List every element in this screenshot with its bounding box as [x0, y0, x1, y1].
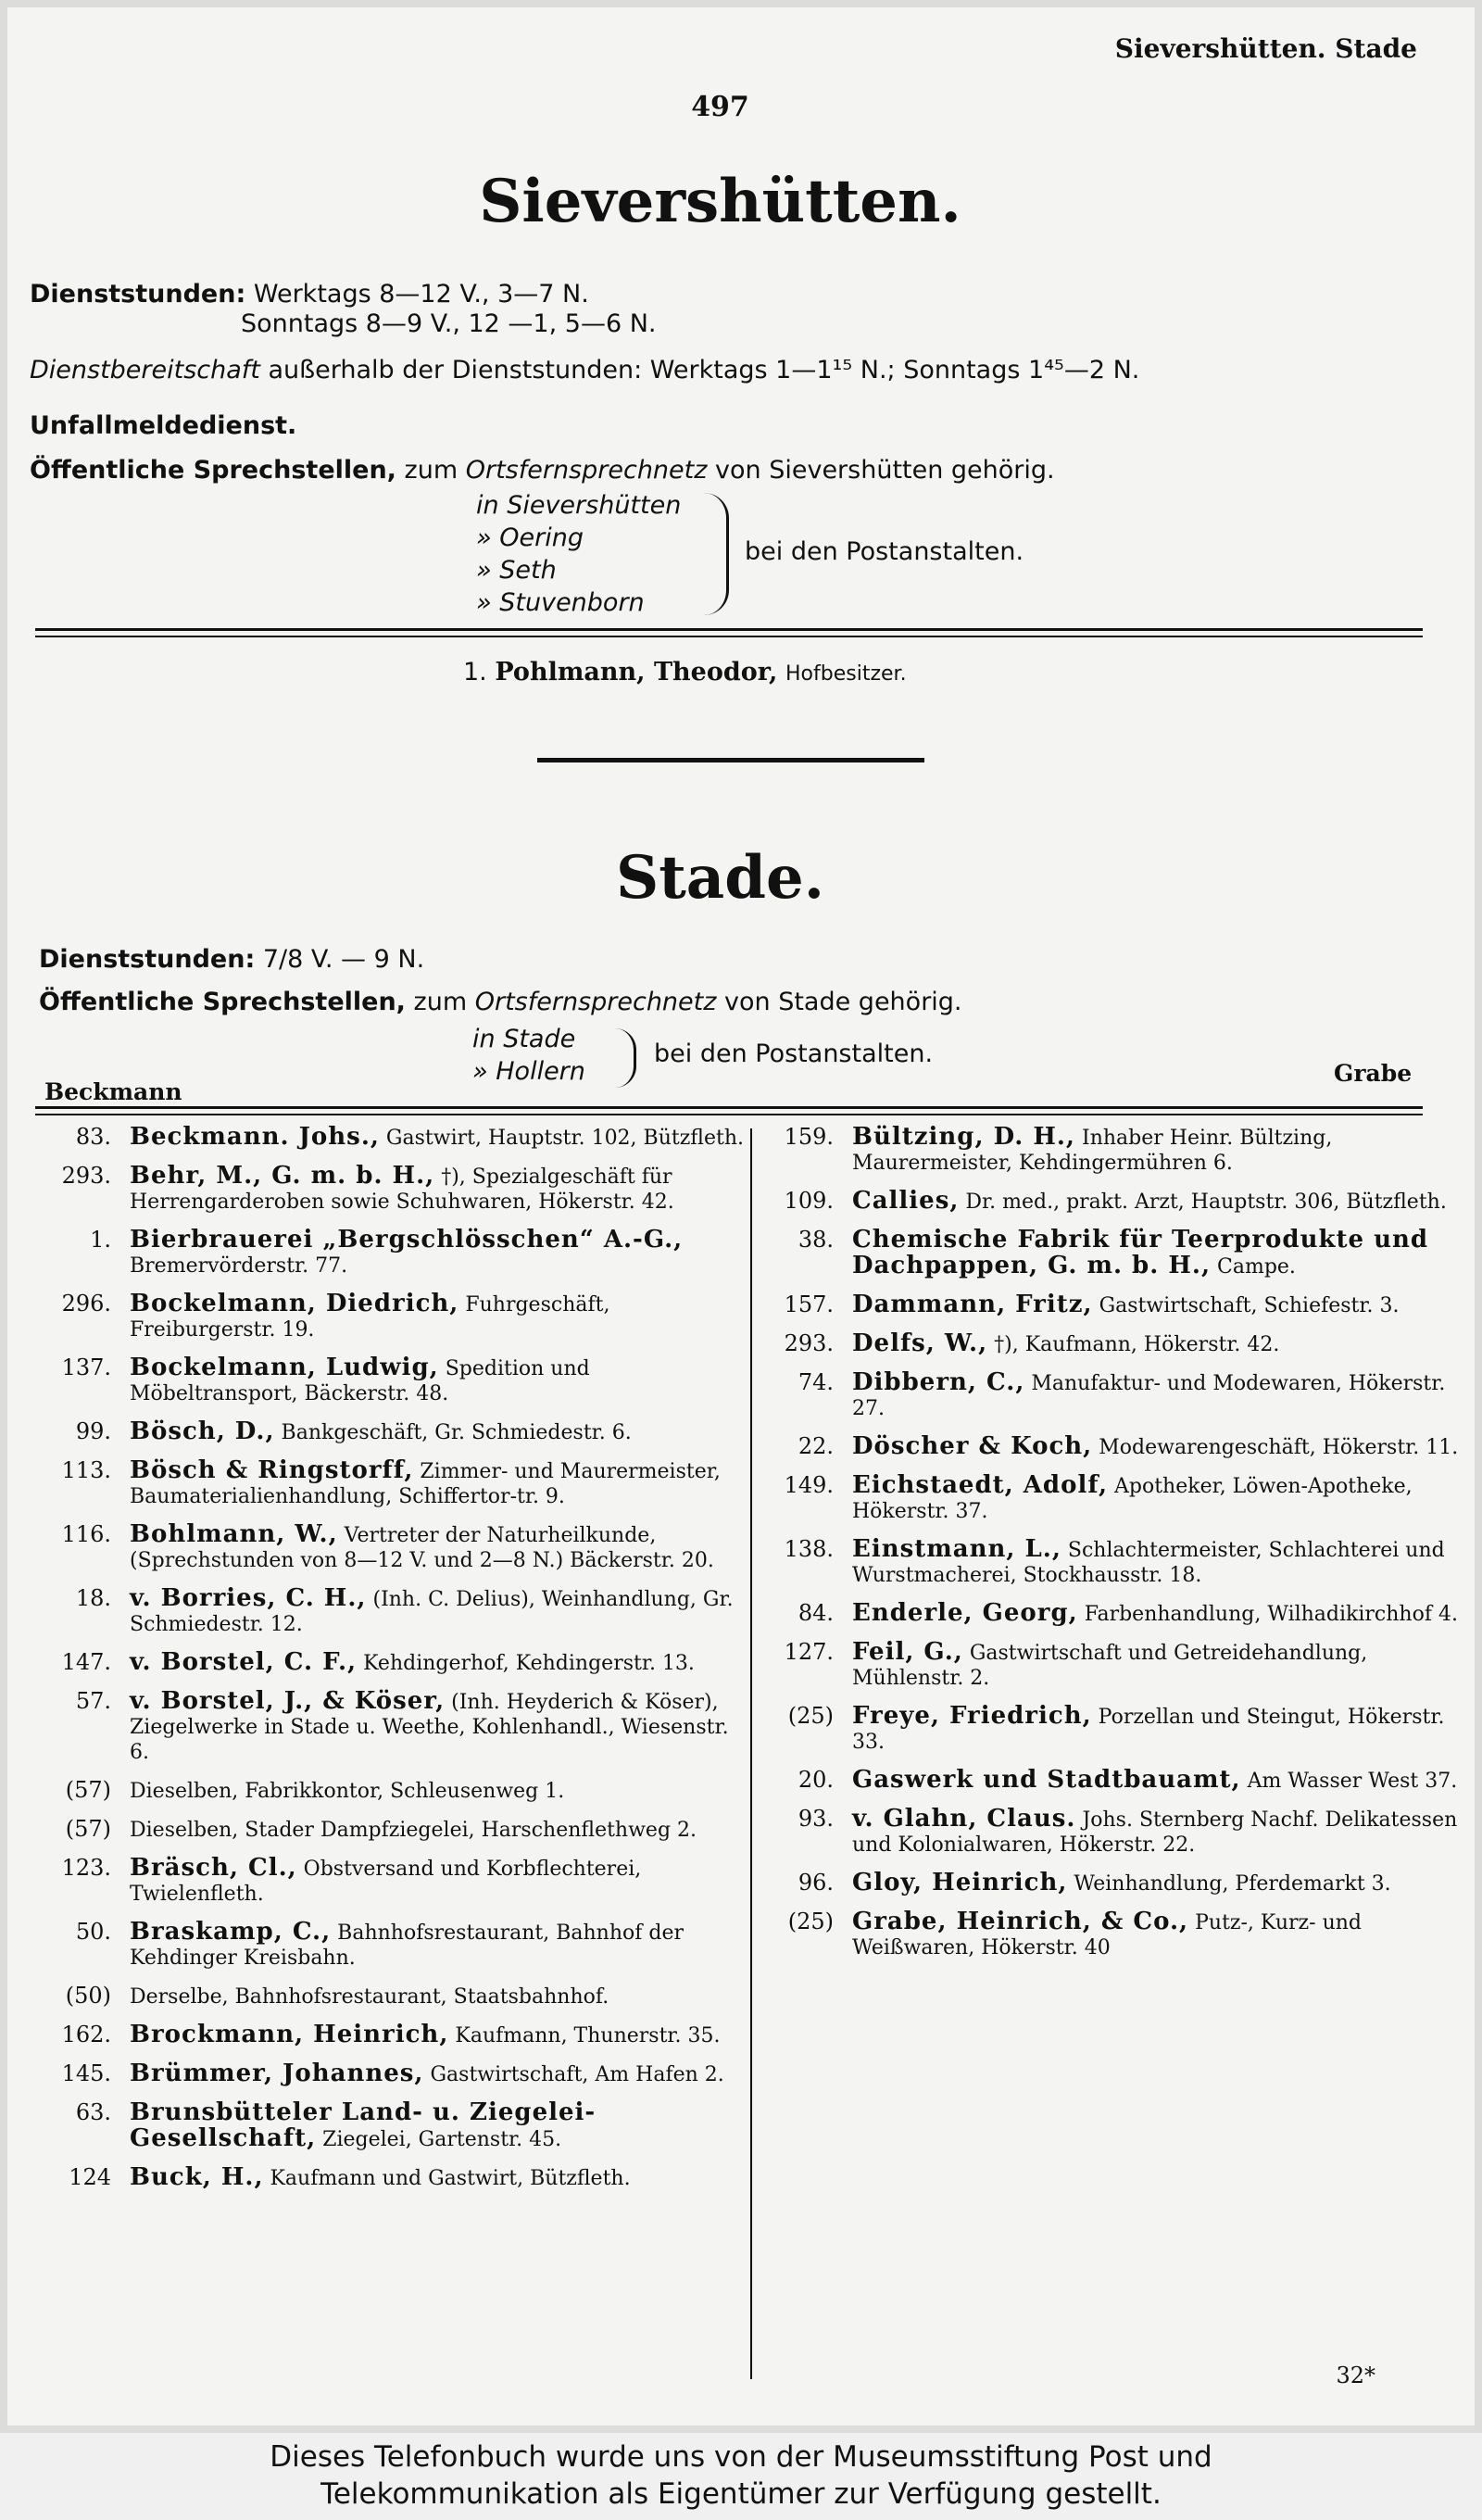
stade-place-list [472, 1025, 585, 1090]
entry-name: Bierbrauerei „Bergschlösschen“ A.-G., [130, 1226, 684, 1254]
entry-number: 74. [798, 1369, 834, 1395]
directory-entry [760, 1125, 1463, 1176]
directory-entry [37, 2061, 750, 2087]
entry-number: 1. [463, 658, 487, 687]
entry-number: 113. [61, 1457, 111, 1483]
entry-name: Döscher & Koch, [852, 1432, 1093, 1460]
entry-name: Braskamp, C., [130, 1918, 332, 1946]
sievershuetten-sprechstellen [30, 456, 1055, 485]
directory-entry [760, 1768, 1463, 1794]
directory-entry [37, 1228, 750, 1279]
entry-number: 1. [90, 1227, 111, 1253]
dienststunden-label: Dienststunden: [39, 945, 256, 974]
entry-description: Derselbe, Bahnhofsrestaurant, Staatsbahnhof. [130, 1985, 609, 2009]
directory-entry [760, 1331, 1463, 1357]
directory-entry [37, 1419, 750, 1445]
sprech-label: Öffentliche Sprechstellen, [39, 988, 406, 1016]
directory-entry [37, 1650, 750, 1676]
entry-name: Eichstaedt, Adolf, [852, 1471, 1108, 1499]
entry-description: Spedition und Möbeltransport, Bäckerstr. 48. [130, 1357, 590, 1405]
entry-name: Buck, H., [130, 2163, 264, 2191]
entry-number: 159. [784, 1124, 834, 1150]
guide-word-left: Beckmann [44, 1078, 182, 1105]
entry-description: Bahnhofsrestaurant, Bahnhof der Kehdinger Kreisbahn. [130, 1922, 684, 1970]
entry-name: Freye, Friedrich, [852, 1702, 1092, 1730]
entry-description: Zimmer- und Maurermeister, Baumaterialienhandlung, Schiffertor-tr. 9. [130, 1460, 721, 1508]
sprech-label: Öffentliche Sprechstellen, [30, 456, 396, 485]
sprech-zum: zum [413, 988, 468, 1016]
entry-name: Dammann, Fritz, [852, 1291, 1093, 1318]
directory-entry [37, 1164, 750, 1215]
sprech-zum: zum [404, 456, 458, 485]
entry-name: Feil, G., [852, 1638, 963, 1666]
entry-number: 83. [75, 1124, 111, 1150]
dienststunden-line2: Sonntags 8—9 V., 12 —1, 5—6 N. [241, 309, 657, 338]
entry-description: Dr. med., prakt. Arzt, Hauptstr. 306, Bützfleth. [965, 1191, 1447, 1214]
divider [35, 1106, 1423, 1109]
divider [35, 636, 1423, 637]
section-separator [537, 758, 924, 762]
directory-entry [37, 2165, 750, 2191]
entry-description: Weinhandlung, Pferdemarkt 3. [1074, 1872, 1391, 1896]
entry-number: 116. [61, 1521, 111, 1547]
entry-description: Modewarengeschäft, Hökerstr. 11. [1099, 1436, 1459, 1459]
entry-number: 147. [61, 1649, 111, 1675]
entry-number: 157. [784, 1292, 834, 1317]
dienstbereitschaft [30, 356, 1139, 384]
entry-number: 22. [798, 1433, 834, 1459]
entry-description: Am Wasser West 37. [1247, 1770, 1458, 1793]
directory-entry [760, 1909, 1463, 1960]
entry-description: Kaufmann, Thunerstr. 35. [455, 2024, 721, 2048]
entry-number: 293. [61, 1163, 111, 1189]
entry-number: (50) [65, 1983, 111, 2009]
directory-column-right [760, 1125, 1463, 1973]
entry-description: Campe. [1217, 1255, 1296, 1279]
entry-desc: Hofbesitzer. [785, 662, 907, 686]
entry-description: Farbenhandlung, Wilhadikirchhof 4. [1084, 1603, 1458, 1626]
directory-entry [760, 1189, 1463, 1215]
entry-number: 84. [798, 1600, 834, 1626]
entry-number: (57) [65, 1816, 111, 1842]
entry-number: 296. [61, 1291, 111, 1317]
entry-number: 162. [61, 2022, 111, 2048]
directory-entry [760, 1473, 1463, 1524]
sprech-rest: von Sievershütten gehörig. [715, 456, 1055, 485]
entry-description: Porzellan und Steingut, Hökerstr. 33. [852, 1706, 1445, 1754]
entry-description: Bankgeschäft, Gr. Schmiedestr. 6. [281, 1421, 632, 1444]
directory-entry [37, 2100, 750, 2152]
entry-description: Dieselben, Stader Dampfziegelei, Harschenflethweg 2. [130, 1819, 697, 1842]
entry-name: Callies, [852, 1187, 960, 1215]
entry-description: Putz-, Kurz- und Weißwaren, Hökerstr. 40 [852, 1911, 1362, 1959]
entry-number: 99. [75, 1418, 111, 1444]
entry-number: 57. [75, 1688, 111, 1714]
entry-number: 293. [784, 1330, 834, 1356]
entry-number: (25) [787, 1703, 834, 1729]
sievershuetten-place-list [476, 491, 681, 621]
place-item: » Hollern [472, 1057, 585, 1086]
entry-number: 93. [798, 1806, 834, 1832]
entry-name: Gloy, Heinrich, [852, 1869, 1068, 1896]
place-item: » Seth [476, 556, 557, 585]
entry-number: 137. [61, 1354, 111, 1380]
dienststunden-text: 7/8 V. — 9 N. [262, 945, 425, 974]
entry-name: Chemische Fabrik für Teerprodukte und Dachpappen, G. m. b. H., [852, 1226, 1429, 1279]
brace-symbol [704, 493, 729, 615]
directory-entry [760, 1807, 1463, 1858]
entry-name: Bültzing, D. H., [852, 1123, 1075, 1151]
entry-name: Brockmann, Heinrich, [130, 2021, 449, 2048]
place-item: in Stade [472, 1025, 576, 1053]
bereitschaft-label: Dienstbereitschaft [30, 356, 260, 384]
entry-number: 109. [784, 1188, 834, 1214]
entry-number: 38. [798, 1227, 834, 1253]
entry-number: 18. [75, 1585, 111, 1611]
entry-name: Brümmer, Johannes, [130, 2060, 424, 2087]
entry-description: †), Kaufmann, Hökerstr. 42. [994, 1333, 1280, 1356]
entry-name: Beckmann. Johs., [130, 1123, 380, 1151]
entry-description: Bremervörderstr. 77. [130, 1254, 348, 1278]
entry-description: Apotheker, Löwen-Apotheke, Hökerstr. 37. [852, 1475, 1413, 1523]
dienststunden-label: Dienststunden: [30, 280, 246, 309]
entry-description: Gastwirt, Hauptstr. 102, Bützfleth. [385, 1127, 745, 1150]
entry-name: Bräsch, Cl., [130, 1854, 297, 1882]
entry-description: Gastwirtschaft und Getreidehandlung, Mühlenstr. 2. [852, 1642, 1368, 1690]
sievershuetten-entry [463, 658, 907, 687]
footer-line: Dieses Telefonbuch wurde uns von der Museumsstiftung Post und [270, 2440, 1212, 2474]
divider [35, 628, 1423, 631]
entry-description: Ziegelei, Gartenstr. 45. [322, 2128, 562, 2151]
directory-entry [37, 1920, 750, 1971]
entry-number: 96. [798, 1870, 834, 1896]
directory-entry [760, 1601, 1463, 1627]
entry-description: Kaufmann und Gastwirt, Bützfleth. [270, 2167, 631, 2190]
entry-name: Delfs, W., [852, 1329, 988, 1357]
entry-number: 127. [784, 1639, 834, 1665]
entry-description: Johs. Sternberg Nachf. Delikatessen und Kolonialwaren, Hökerstr. 22. [852, 1808, 1458, 1857]
entry-number: 123. [61, 1855, 111, 1881]
directory-entry [37, 1778, 750, 1804]
entry-name: Bockelmann, Ludwig, [130, 1354, 439, 1381]
entry-name: v. Borries, C. H., [130, 1584, 367, 1612]
directory-entry [37, 1856, 750, 1907]
footer-line: Telekommunikation als Eigentümer zur Verfügung gestellt. [320, 2477, 1162, 2511]
directory-entry [37, 1689, 750, 1765]
running-head: Sievershütten. Stade [1114, 33, 1417, 64]
footer-notice [0, 2433, 1482, 2520]
entry-description: Obstversand und Korbflechterei, Twielenfleth. [130, 1858, 642, 1906]
directory-entry [760, 1871, 1463, 1896]
entry-description: (Inh. Heyderich & Köser), Ziegelwerke in Stade u. Weethe, Kohlenhandl., Wiesenstr. 6. [130, 1691, 729, 1764]
entry-number: 20. [798, 1767, 834, 1793]
entry-number: 63. [75, 2099, 111, 2125]
signature-mark: 32* [1336, 2362, 1375, 2388]
entry-description: Fuhrgeschäft, Freiburgerstr. 19. [130, 1293, 610, 1342]
divider [35, 1114, 1423, 1115]
directory-entry [37, 2022, 750, 2048]
entry-name: Pohlmann, Theodor, [495, 658, 778, 687]
directory-entry [37, 1125, 750, 1151]
sievershuetten-brace-text: bei den Postanstalten. [745, 537, 1024, 566]
entry-name: Grabe, Heinrich, & Co., [852, 1908, 1189, 1935]
entry-number: 138. [784, 1536, 834, 1562]
directory-entry [37, 1355, 750, 1406]
dienststunden-line1: Werktags 8—12 V., 3—7 N. [253, 280, 589, 309]
sprech-rest: von Stade gehörig. [724, 988, 962, 1016]
page-number: 497 [691, 91, 749, 123]
entry-description: Vertreter der Naturheilkunde, (Sprechstunden von 8—12 V. und 2—8 N.) Bäckerstr. 20. [130, 1524, 714, 1572]
entry-number: (57) [65, 1777, 111, 1803]
directory-entry [37, 1458, 750, 1509]
directory-entry [37, 1522, 750, 1573]
directory-column-left [37, 1125, 750, 2204]
entry-name: v. Borstel, J., & Köser, [130, 1687, 446, 1715]
entry-name: v. Borstel, C. F., [130, 1648, 358, 1676]
bereitschaft-text: außerhalb der Dienststunden: Werktags 1—1¹⁵ N.; Sonntags 1⁴⁵—2 N. [268, 356, 1140, 384]
directory-entry [37, 1586, 750, 1637]
entry-name: v. Glahn, Claus. [852, 1805, 1076, 1833]
directory-entry [760, 1704, 1463, 1755]
place-item: in Sievershütten [476, 491, 682, 520]
section-title-sievershuetten: Sievershütten. [479, 167, 961, 236]
sievershuetten-dienststunden [30, 280, 589, 309]
entry-number: 149. [784, 1472, 834, 1498]
brace-symbol [615, 1028, 636, 1088]
entry-name: Bockelmann, Diedrich, [130, 1290, 459, 1317]
entry-name: Behr, M., G. m. b. H., [130, 1162, 435, 1190]
entry-name: Brunsbütteler Land- u. Ziegelei-Gesellschaft, [130, 2098, 597, 2152]
entry-description: (Inh. C. Delius), Weinhandlung, Gr. Schmiedestr. 12. [130, 1588, 734, 1636]
stade-brace-text: bei den Postanstalten. [654, 1040, 934, 1068]
place-item: » Oering [476, 523, 584, 552]
directory-entry [37, 1984, 750, 2010]
entry-description: Gastwirtschaft, Schiefestr. 3. [1099, 1294, 1400, 1317]
entry-name: Gaswerk und Stadtbauamt, [852, 1766, 1241, 1794]
entry-description: †), Spezialgeschäft für Herrengarderoben sowie Schuhwaren, Hökerstr. 42. [130, 1166, 674, 1214]
stade-sprechstellen [39, 988, 962, 1016]
entry-description: Schlachtermeister, Schlachterei und Wurstmacherei, Stockhausstr. 18. [852, 1539, 1445, 1587]
entry-name: Enderle, Georg, [852, 1599, 1078, 1627]
entry-name: Bösch & Ringstorff, [130, 1456, 414, 1484]
directory-entry [760, 1370, 1463, 1421]
entry-description: Dieselben, Fabrikkontor, Schleusenweg 1. [130, 1780, 565, 1803]
directory-entry [760, 1292, 1463, 1318]
entry-description: Kehdingerhof, Kehdingerstr. 13. [363, 1652, 695, 1675]
stade-dienststunden [39, 945, 424, 974]
directory-entry [37, 1817, 750, 1843]
directory-entry [760, 1228, 1463, 1279]
directory-entry [37, 1292, 750, 1342]
entry-number: 50. [75, 1919, 111, 1945]
directory-entry [760, 1537, 1463, 1588]
entry-name: Bohlmann, W., [130, 1520, 338, 1548]
section-title-stade: Stade. [616, 843, 824, 913]
entry-description: Inhaber Heinr. Bültzing, Maurermeister, Kehdingermühren 6. [852, 1127, 1333, 1175]
directory-entry [760, 1640, 1463, 1691]
column-divider [750, 1128, 752, 2379]
guide-word-right: Grabe [1334, 1060, 1413, 1087]
entry-description: Gastwirtschaft, Am Hafen 2. [430, 2063, 724, 2086]
sprech-netz: Ortsfernsprechnetz [474, 988, 717, 1016]
sprech-netz: Ortsfernsprechnetz [465, 456, 708, 485]
unfallmeldedienst: Unfallmeldedienst. [30, 411, 297, 440]
entry-name: Bösch, D., [130, 1418, 275, 1445]
place-item: » Stuvenborn [476, 588, 645, 617]
directory-entry [760, 1434, 1463, 1460]
entry-name: Dibbern, C., [852, 1368, 1025, 1396]
entry-number: (25) [787, 1909, 834, 1934]
entry-name: Einstmann, L., [852, 1535, 1061, 1563]
entry-number: 145. [61, 2060, 111, 2086]
entry-number: 124 [69, 2164, 111, 2190]
entry-description: Manufaktur- und Modewaren, Hökerstr. 27. [852, 1372, 1446, 1420]
